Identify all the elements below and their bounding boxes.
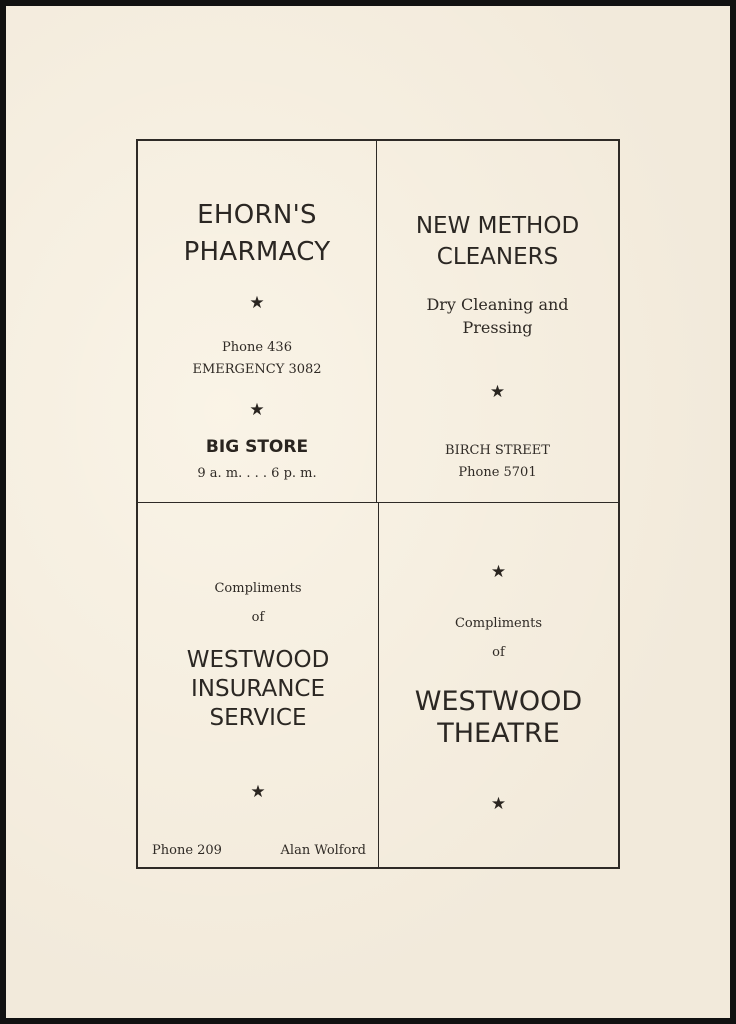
cleaners-service-line1: Dry Cleaning and [426, 295, 569, 314]
insurance-name-line1: WESTWOOD [186, 647, 330, 673]
ad-westwood-theatre [379, 503, 618, 867]
pharmacy-name-line1: EHORN'S [197, 200, 317, 230]
star-icon: ★ [249, 400, 265, 420]
star-icon: ★ [489, 382, 506, 402]
ad-new-method-cleaners [377, 141, 618, 503]
star-icon: ★ [250, 782, 266, 802]
insurance-compliments: Compliments [214, 581, 302, 596]
cleaners-phone: Phone 5701 [458, 465, 537, 480]
pharmacy-hours: 9 a. m. . . . 6 p. m. [197, 466, 317, 481]
insurance-name-line3: SERVICE [209, 705, 307, 731]
cleaners-name-line1: NEW METHOD [415, 213, 580, 239]
pharmacy-store: BIG STORE [205, 437, 309, 457]
cleaners-name-line2: CLEANERS [436, 244, 559, 270]
insurance-agent: Alan Wolford [280, 843, 366, 858]
insurance-name-line2: INSURANCE [190, 676, 325, 702]
yearbook-page [6, 6, 730, 1018]
ad-grid [136, 139, 620, 869]
star-icon: ★ [490, 794, 507, 814]
theatre-compliments: Compliments [454, 616, 543, 631]
cleaners-street: BIRCH STREET [445, 443, 550, 458]
theatre-of: of [492, 645, 505, 660]
theatre-name-line2: THEATRE [437, 718, 560, 749]
ad-ehorns-pharmacy [138, 141, 377, 503]
star-icon: ★ [490, 562, 507, 582]
pharmacy-name-line2: PHARMACY [183, 237, 331, 267]
insurance-phone: Phone 209 [152, 843, 222, 858]
insurance-of: of [251, 610, 265, 625]
pharmacy-phone: Phone 436 [222, 340, 292, 355]
theatre-name-line1: WESTWOOD [414, 686, 583, 717]
pharmacy-emergency-phone: EMERGENCY 3082 [192, 362, 322, 377]
ad-westwood-insurance [138, 503, 379, 867]
star-icon: ★ [249, 293, 265, 313]
cleaners-service-line2: Pressing [462, 318, 533, 337]
